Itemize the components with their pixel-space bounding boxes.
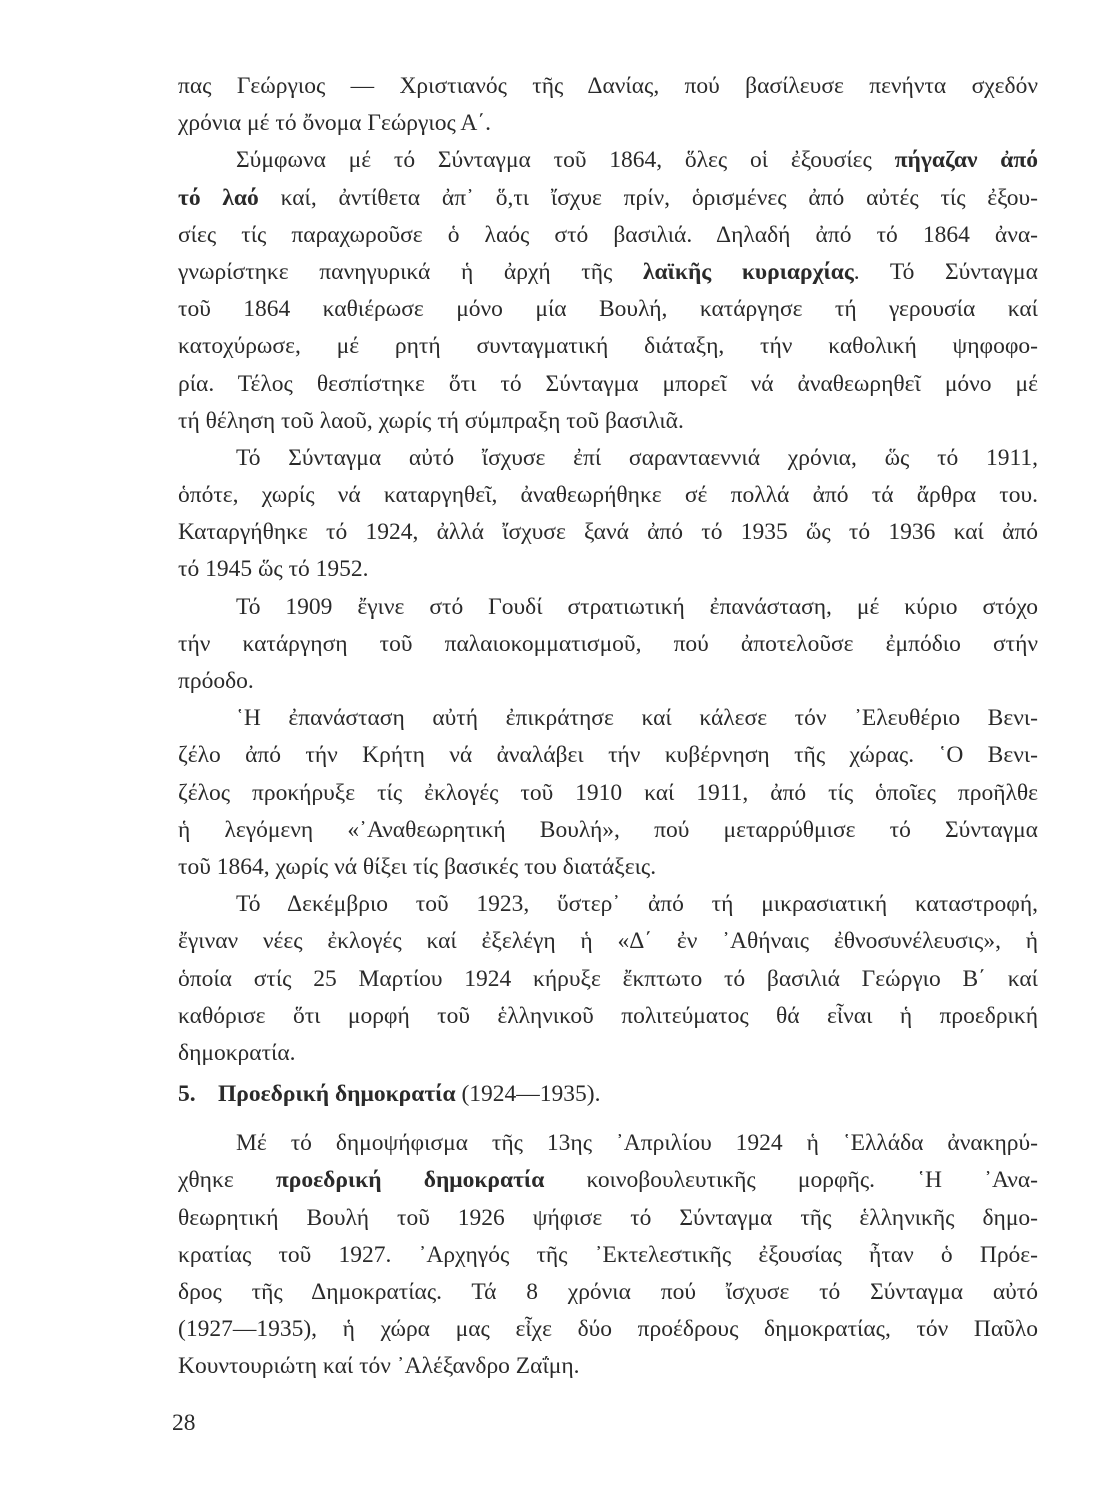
bold-term: τό λαό [178, 184, 259, 211]
text-line: σίες τίς παραχωροῦσε ὁ λαός στό βασιλιά. Δηλαδή ἀπό τό 1864 ἀνα- [178, 221, 1038, 248]
text-line: ζέλο ἀπό τήν Κρήτη νά ἀναλάβει τήν κυβέρνηση τῆς χώρας. ῾Ο Βενι- [178, 742, 1038, 769]
paragraph [178, 1125, 1038, 1385]
text-line: γνωρίστηκε πανηγυρικά ἡ ἀρχή τῆς λαϊκῆς κυριαρχίας. Τό Σύνταγμα [178, 258, 1038, 285]
page-number: 28 [172, 1410, 196, 1436]
text-line: χρόνια μέ τό ὄνομα Γεώργιος Α΄. [178, 110, 492, 137]
paragraph [178, 589, 1038, 701]
text-line: Τό 1909 ἔγινε στό Γουδί στρατιωτική ἐπανάσταση, μέ κύριο στόχο [236, 593, 1038, 620]
bold-term: πήγαζαν ἀπό [894, 147, 1038, 174]
text-line: Τό Δεκέμβριο τοῦ 1923, ὕστερ᾽ ἀπό τή μικρασιατική καταστροφή, [236, 891, 1038, 918]
text-line: (1927—1935), ἡ χώρα μας εἶχε δύο προέδρους δημοκρατίας, τόν Παῦλο [178, 1316, 1038, 1343]
text-line: τή θέληση τοῦ λαοῦ, χωρίς τή σύμπραξη τοῦ βασιλιᾶ. [178, 407, 684, 434]
text-line: Κουντουριώτη καί τόν ᾿Αλέξανδρο Ζαΐμη. [178, 1353, 580, 1380]
text-line: ρία. Τέλος θεσπίστηκε ὅτι τό Σύνταγμα μπορεῖ νά ἀναθεωρηθεῖ μόνο μέ [178, 370, 1038, 397]
text-line: χθηκε προεδρική δημοκρατία κοινοβουλευτικῆς μορφῆς. ῾Η ᾿Ανα- [178, 1167, 1039, 1194]
paragraph [178, 700, 1038, 886]
section-number: 5. [178, 1081, 196, 1108]
paragraph [178, 142, 1038, 440]
text-line: καθόρισε ὅτι μορφή τοῦ ἑλληνικοῦ πολιτεύματος θά εἶναι ἡ προεδρική [178, 1002, 1038, 1029]
text-line: τοῦ 1864 καθιέρωσε μόνο μία Βουλή, κατάργησε τή γερουσία καί [178, 296, 1038, 323]
paragraph [178, 886, 1038, 1072]
section-heading [178, 1076, 1038, 1113]
paragraph [178, 440, 1038, 589]
section-before-heading [178, 68, 1038, 1072]
text-line: πρόοδο. [178, 668, 254, 694]
bold-term: προεδρική δημοκρατία [275, 1167, 545, 1194]
text-line: θεωρητική Βουλή τοῦ 1926 ψήφισε τό Σύνταγμα τῆς ἑλληνικῆς δημο- [178, 1204, 1038, 1231]
text-line: Καταργήθηκε τό 1924, ἀλλά ἴσχυσε ξανά ἀπό τό 1935 ὥς τό 1936 καί ἀπό [178, 519, 1038, 546]
text-line: ὁποία στίς 25 Μαρτίου 1924 κήρυξε ἔκπτωτο τό βασιλιά Γεώργιο Β΄ καί [178, 965, 1038, 992]
text-line: ἔγιναν νέες ἐκλογές καί ἐξελέγη ἡ «Δ΄ ἐν ᾿Αθήναις ἐθνοσυνέλευσις», ἡ [178, 928, 1038, 955]
text-line: δρος τῆς Δημοκρατίας. Τά 8 χρόνια πού ἴσχυσε τό Σύνταγμα αὐτό [178, 1279, 1038, 1305]
text-line: Μέ τό δημοψήφισμα τῆς 13ης ᾿Απριλίου 1924 ἡ ῾Ελλάδα ἀνακηρύ- [236, 1130, 1038, 1157]
section-after-heading [178, 1125, 1038, 1385]
paragraph [178, 68, 1038, 142]
text-line: τοῦ 1864, χωρίς νά θίξει τίς βασικές του διατάξεις. [178, 853, 657, 880]
section-title: Προεδρική δημοκρατία [218, 1081, 456, 1108]
text-line: Τό Σύνταγμα αὐτό ἴσχυσε ἐπί σαρανταεννιά χρόνια, ὥς τό 1911, [236, 444, 1038, 471]
page-body [178, 68, 1038, 1386]
text-line: κατοχύρωσε, μέ ρητή συνταγματική διάταξη, τήν καθολική ψηφοφο- [178, 333, 1038, 360]
text-line: Σύμφωνα μέ τό Σύνταγμα τοῦ 1864, ὅλες οἱ ἐξουσίες πήγαζαν ἀπό [236, 147, 1038, 174]
text-line: τό λαό καί, ἀντίθετα ἀπ᾽ ὅ,τι ἴσχυε πρίν, ὁρισμένες ἀπό αὐτές τίς ἐξου- [178, 184, 1038, 211]
text-line: δημοκρατία. [178, 1039, 296, 1066]
text-line: ὁπότε, χωρίς νά καταργηθεῖ, ἀναθεωρήθηκε σέ πολλά ἀπό τά ἄρθρα του. [178, 482, 1038, 509]
text-line: ἡ λεγόμενη «᾿Αναθεωρητική Βουλή», πού μεταρρύθμισε τό Σύνταγμα [178, 816, 1038, 843]
text-line: κρατίας τοῦ 1927. ᾿Αρχηγός τῆς ᾿Εκτελεστικῆς ἐξουσίας ἦταν ὁ Πρόε- [178, 1241, 1038, 1268]
bold-term: λαϊκῆς κυριαρχίας [642, 258, 854, 285]
text-line: πας Γεώργιος — Χριστιανός τῆς Δανίας, πού βασίλευσε πενήντα σχεδόν [178, 73, 1038, 99]
text-line: ῾Η ἐπανάσταση αὐτή ἐπικράτησε καί κάλεσε τόν ᾿Ελευθέριο Βενι- [236, 705, 1038, 732]
section-years: (1924—1935). [461, 1081, 601, 1108]
text-line: ζέλος προκήρυξε τίς ἐκλογές τοῦ 1910 καί 1911, ἀπό τίς ὁποῖες προῆλθε [178, 779, 1038, 806]
text-line: τό 1945 ὥς τό 1952. [178, 556, 369, 583]
text-line: τήν κατάργηση τοῦ παλαιοκομματισμοῦ, πού ἀποτελοῦσε ἐμπόδιο στήν [178, 630, 1038, 657]
